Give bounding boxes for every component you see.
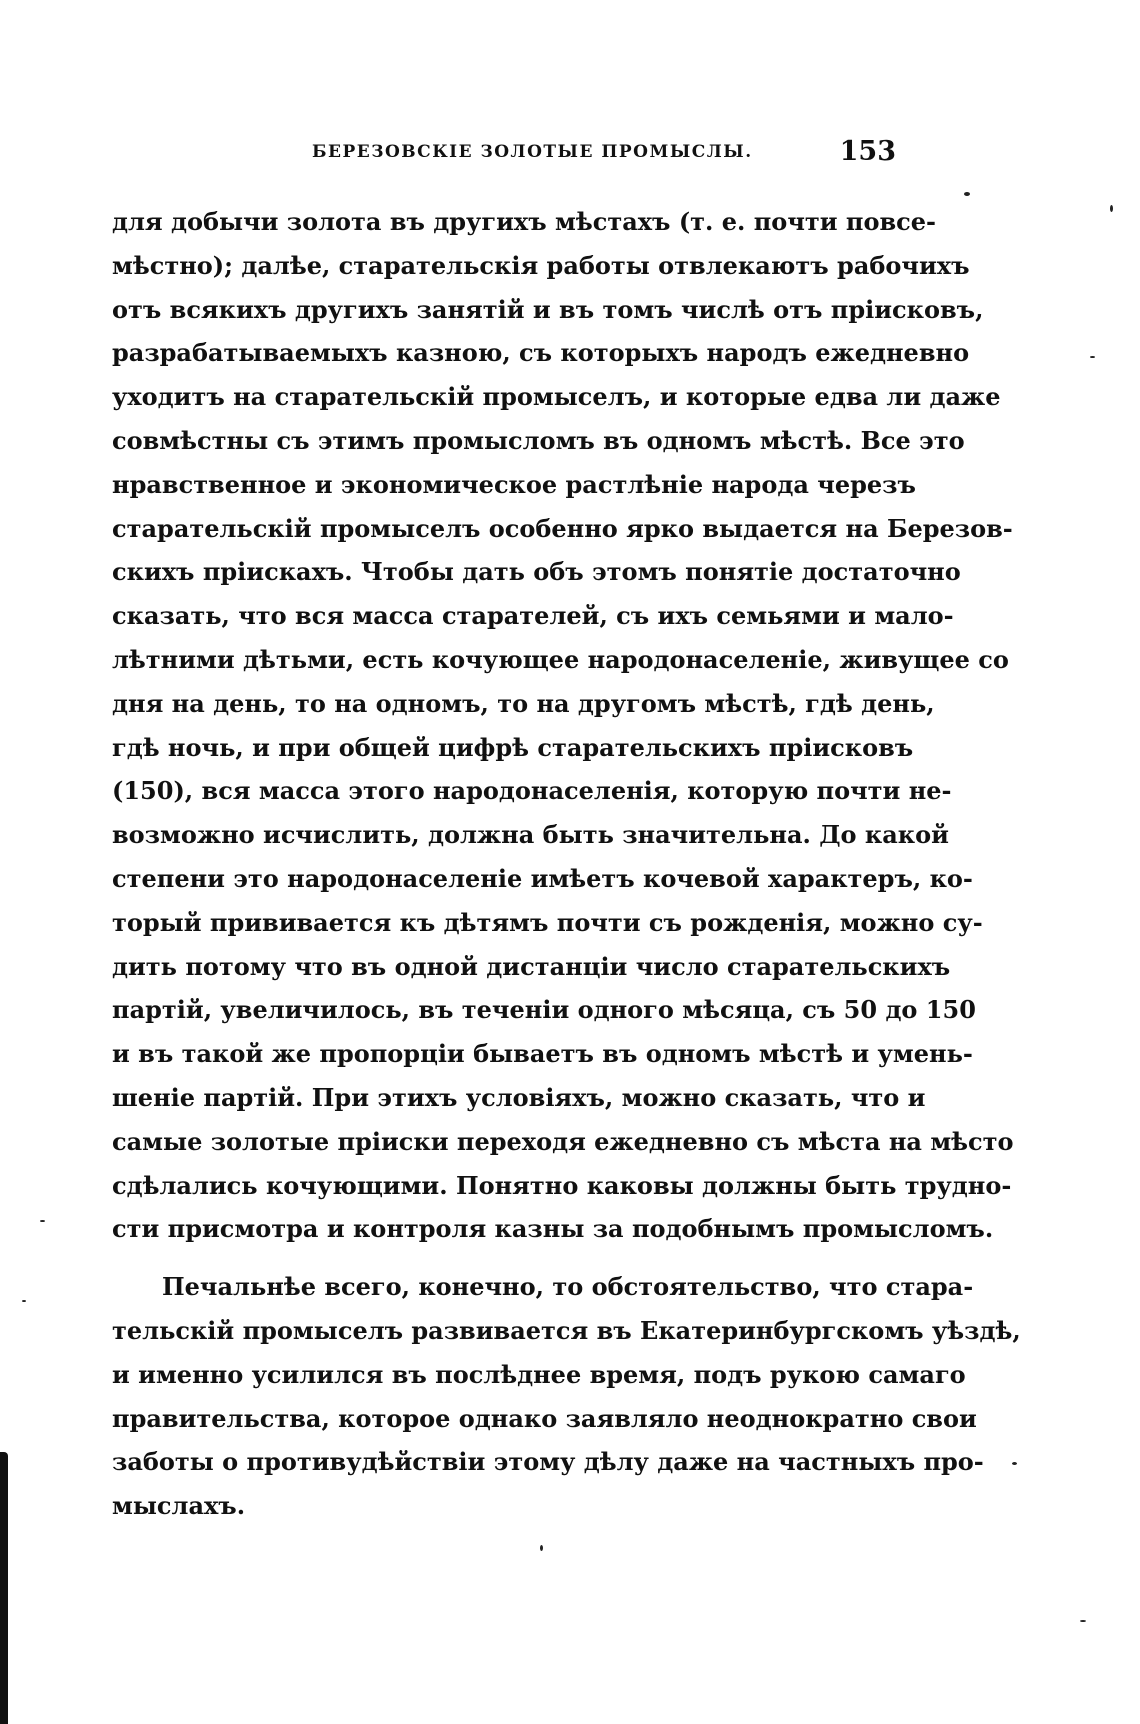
- page-number: 153: [839, 136, 896, 167]
- text-line: Печальнѣе всего, конечно, то обстоятельство, что стара-: [162, 1272, 974, 1302]
- scan-speck: [540, 1545, 543, 1551]
- text-line: торый прививается къ дѣтямъ почти съ рожденія, можно су-: [112, 907, 983, 937]
- text-line: лѣтними дѣтьми, есть кочующее народонаселеніе, живущее со: [112, 644, 1009, 674]
- text-line: сти присмотра и контроля казны за подобнымъ промысломъ.: [112, 1214, 994, 1244]
- text-line: и въ такой же пропорціи бываетъ въ одномъ мѣстѣ и умень-: [112, 1039, 973, 1069]
- scan-speck: [1090, 356, 1095, 358]
- text-line: нравственное и экономическое растлѣніе народа черезъ: [112, 469, 916, 499]
- text-line: уходитъ на старательскій промыселъ, и которые едва ли даже: [112, 382, 1001, 412]
- text-line: старательскій промыселъ особенно ярко выдается на Березов-: [112, 513, 1013, 543]
- scan-speck: [22, 1300, 26, 1302]
- text-line: шеніе партій. При этихъ условіяхъ, можно сказать, что и: [112, 1082, 926, 1112]
- text-line: самые золотые пріиски переходя ежедневно съ мѣста на мѣсто: [112, 1126, 1014, 1156]
- running-head: [112, 136, 898, 172]
- scan-speck: [1110, 205, 1113, 212]
- text-line: гдѣ ночь, и при общей цифрѣ старательскихъ пріисковъ: [112, 732, 914, 762]
- text-line: дня на день, то на одномъ, то на другомъ мѣстѣ, гдѣ день,: [112, 688, 935, 718]
- scan-speck: [964, 192, 970, 196]
- text-line: заботы о противудѣйствіи этому дѣлу даже на частныхъ про-: [112, 1447, 984, 1477]
- text-line: скихъ пріискахъ. Чтобы дать объ этомъ понятіе достаточно: [112, 557, 961, 587]
- scan-edge-shadow: [0, 1452, 8, 1724]
- text-line: партій, увеличилось, въ теченіи одного мѣсяца, съ 50 до 150: [112, 995, 976, 1025]
- text-line: тельскій промыселъ развивается въ Екатеринбургскомъ уѣздѣ,: [112, 1315, 1021, 1345]
- text-line: и именно усилился въ послѣднее время, подъ рукою самаго: [112, 1359, 966, 1389]
- text-line: степени это народонаселеніе имѣетъ кочевой характеръ, ко-: [112, 863, 973, 893]
- text-line: возможно исчислить, должна быть значительна. До какой: [112, 820, 949, 850]
- body-text: [112, 200, 1021, 1528]
- scan-speck: [40, 1220, 45, 1222]
- text-line: мыслахъ.: [112, 1491, 246, 1521]
- text-line: сдѣлались кочующими. Понятно каковы должны быть трудно-: [112, 1170, 1012, 1200]
- scan-speck: [1012, 1462, 1017, 1465]
- text-line: дить потому что въ одной дистанціи число старательскихъ: [112, 951, 951, 981]
- text-line: (150), вся масса этого народонаселенія, которую почти не-: [112, 776, 952, 806]
- text-line: сказать, что вся масса старателей, съ ихъ семьями и мало-: [112, 601, 954, 631]
- paragraph-gap: [112, 1251, 898, 1265]
- text-line: мѣстно); далѣе, старательскія работы отвлекаютъ рабочихъ: [112, 250, 970, 280]
- paragraph-2: [112, 1265, 1021, 1528]
- running-title: БЕРЕЗОВСКІЕ ЗОЛОТЫЕ ПРОМЫСЛЫ.: [312, 142, 753, 162]
- text-line: правительства, которое однако заявляло неоднократно свои: [112, 1403, 977, 1433]
- scan-speck: [1080, 1620, 1086, 1622]
- text-line: отъ всякихъ другихъ занятій и въ томъ числѣ отъ пріисковъ,: [112, 294, 984, 324]
- text-line: для добычи золота въ другихъ мѣстахъ (т. е. почти повсе-: [112, 207, 937, 236]
- text-line: разрабатываемыхъ казною, съ которыхъ народъ ежедневно: [112, 338, 970, 368]
- text-line: совмѣстны съ этимъ промысломъ въ одномъ мѣстѣ. Все это: [112, 425, 965, 455]
- paragraph-1: [112, 200, 1014, 1251]
